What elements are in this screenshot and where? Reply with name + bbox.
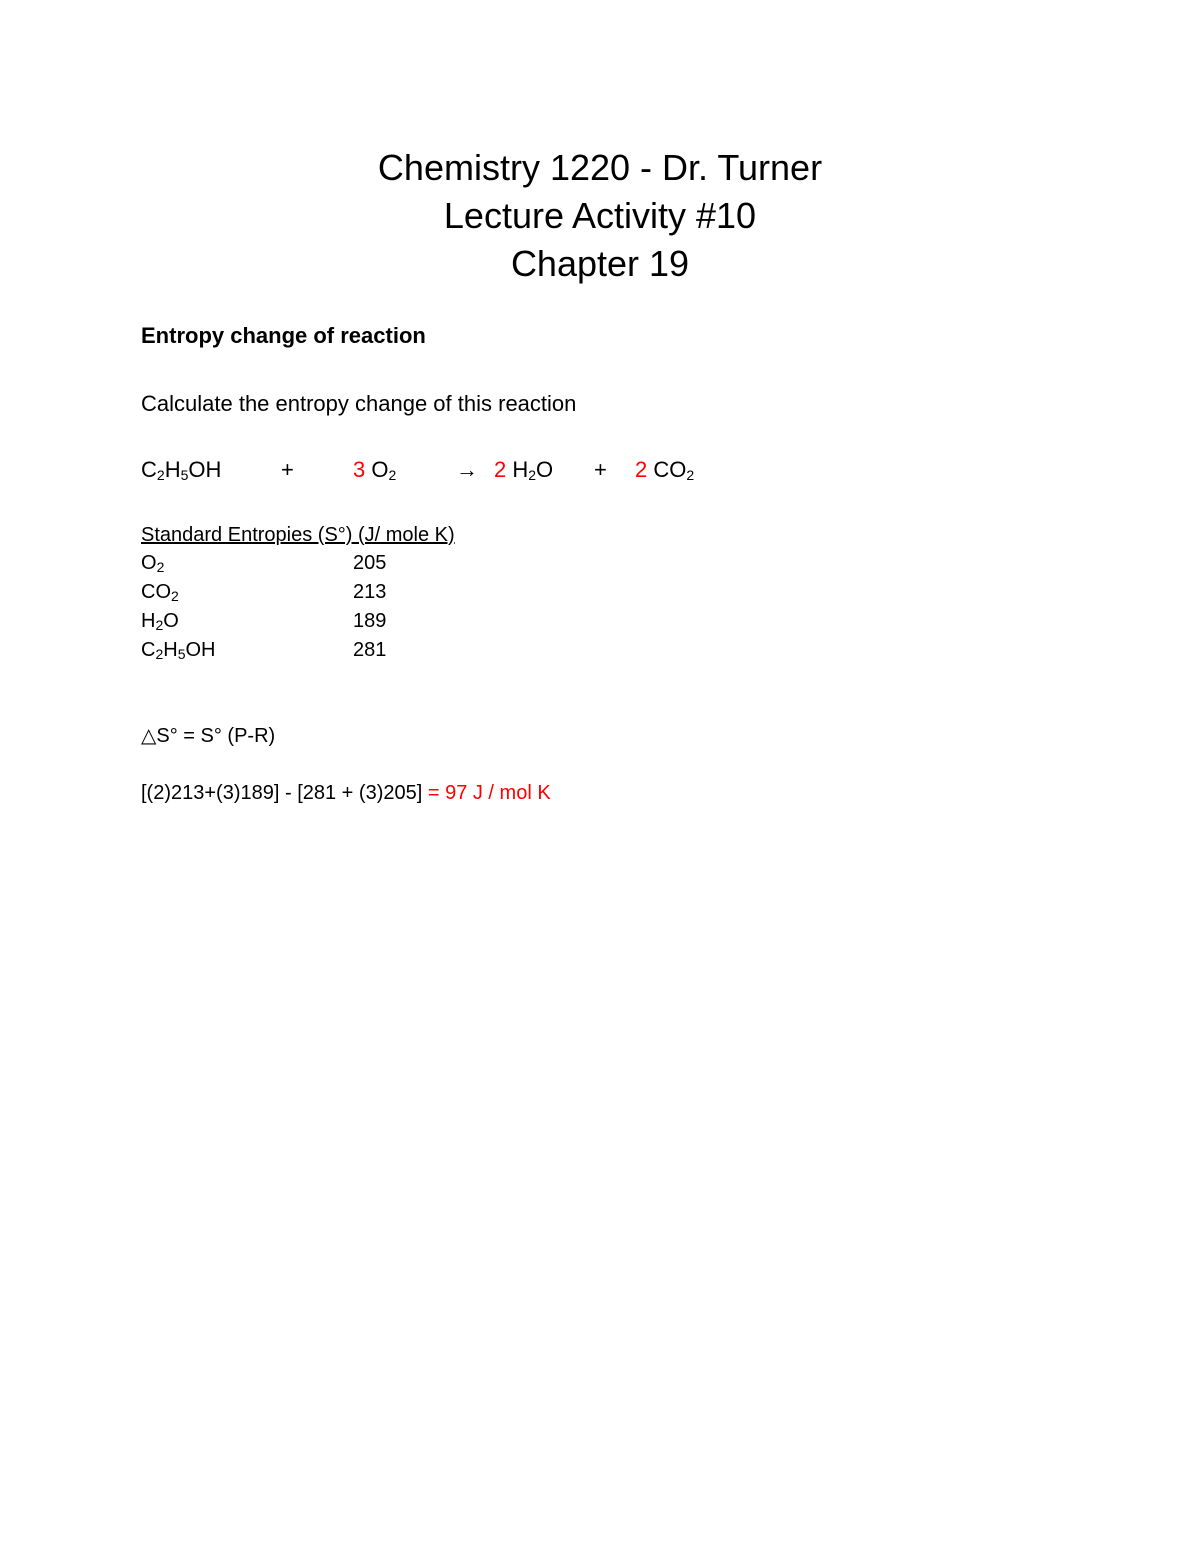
page-title: Chemistry 1220 - Dr. Turner — [377, 147, 823, 188]
title-block — [0, 144, 1200, 288]
reactant-ethanol: $C_2H_5OH$ — [141, 457, 222, 483]
reactant-oxygen: 3 $O_2$ — [353, 457, 397, 483]
product-co2-coefficient: 2 — [635, 457, 648, 482]
entropy-calculation — [141, 779, 551, 807]
table-value: 213 — [353, 581, 387, 603]
product-water: 2 $H_2O$ — [494, 457, 554, 483]
reactant-oxygen-coefficient: 3 — [353, 457, 366, 482]
page-subtitle: Lecture Activity #10 — [443, 195, 757, 236]
reaction-plus-1: + — [281, 457, 294, 482]
reaction-plus-2: + — [594, 457, 607, 482]
table-species: $O_2$ — [141, 552, 165, 575]
table-species: $H_2O$ — [141, 610, 179, 633]
calculation-expression: [(2)213+(3)189] - [281 + (3)205] — [141, 782, 423, 804]
section-prompt: Calculate the entropy change of this reaction — [141, 391, 577, 416]
reaction-arrow: → — [456, 457, 478, 482]
table-value: 281 — [353, 639, 387, 661]
product-carbon-dioxide: 2 $CO_2$ — [635, 457, 695, 483]
section-heading: Entropy change of reaction — [141, 323, 426, 348]
table-species: $C_2H_5OH$ — [141, 639, 216, 662]
chapter-label: Chapter 19 — [510, 243, 690, 284]
table-value: 205 — [353, 552, 387, 574]
entropy-table-title: Standard Entropies (S°) (J/ mole K) — [141, 524, 455, 546]
entropy-formula: △S° = S° (P-R) — [141, 725, 276, 747]
product-water-coefficient: 2 — [494, 457, 507, 482]
table-species: $CO_2$ — [141, 581, 179, 604]
table-value: 189 — [353, 610, 387, 632]
calculation-result: = 97 J / mol K — [422, 782, 551, 804]
